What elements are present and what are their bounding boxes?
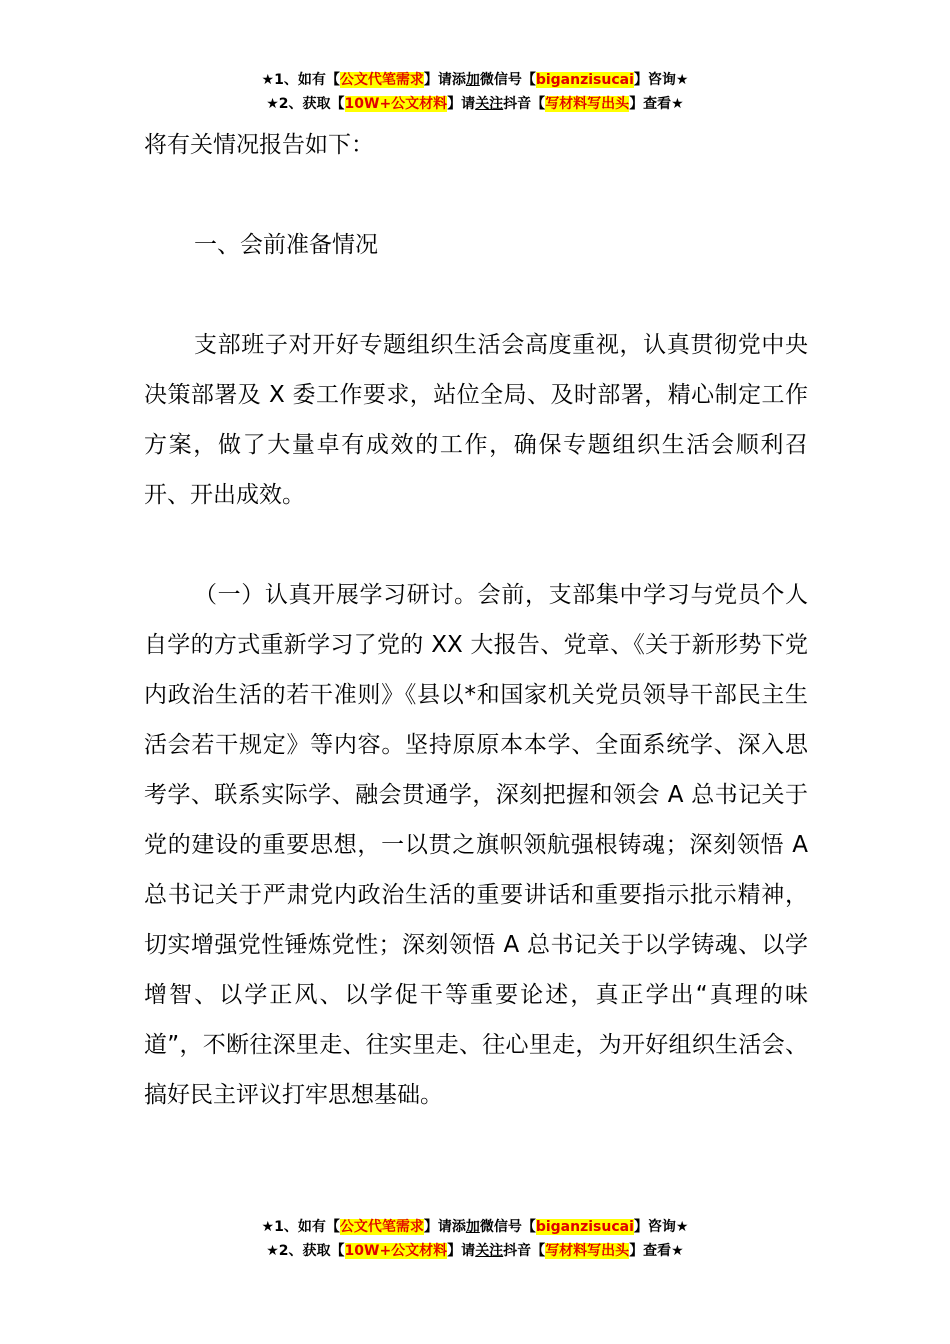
footer-banner xyxy=(0,1215,950,1263)
banner-text: 】请 xyxy=(447,96,476,112)
banner-text: 微信号【 xyxy=(479,72,536,88)
banner-douyin-id: 写材料写出头 xyxy=(545,1243,630,1259)
banner-line-2 xyxy=(0,92,950,116)
banner-text: 】请 xyxy=(447,1243,476,1259)
banner-line-1 xyxy=(0,68,950,92)
banner-text: 】查看★ xyxy=(629,96,684,112)
section-heading: 一、会前准备情况 xyxy=(194,232,378,258)
banner-text: 抖音【 xyxy=(503,96,546,112)
banner-text: 抖音【 xyxy=(503,1243,546,1259)
banner-underlined-text: 加 xyxy=(465,1219,480,1235)
banner-highlight: 公文代笔需求 xyxy=(339,1219,424,1235)
banner-line-1 xyxy=(0,1215,950,1239)
banner-highlight: 10W+公文材料 xyxy=(344,96,448,112)
banner-text: 】请添 xyxy=(423,72,466,88)
banner-text: 】查看★ xyxy=(629,1243,684,1259)
banner-highlight: 公文代笔需求 xyxy=(339,72,424,88)
banner-wechat-id: biganzisucai xyxy=(535,72,634,88)
banner-underlined-text: 关注 xyxy=(475,1243,504,1259)
body-paragraph: 支部班子对开好专题组织生活会高度重视，认真贯彻党中央决策部署及 X 委工作要求，站位全局、及时部署，精心制定工作方案，做了大量卓有成效的工作，确保专题组织生活会顺利召开、开出成效。 xyxy=(144,332,808,508)
banner-text: ★1、如有【 xyxy=(261,72,340,88)
body-paragraph: （一）认真开展学习研讨。会前，支部集中学习与党员个人自学的方式重新学习了党的 XX 大报告、党章、《关于新形势下党内政治生活的若干准则》《县以*和国家机关党员领导干部民主生活会若干规定》等内容。坚持原原本本学、全面系统学、深入思考学、联系实际学、融会贯通学，深刻把握和领会 A 总书记关于党的建设的重要思想，一以贯之旗帜领航强根铸魂；深刻领悟 A 总书记关于严肃党内政治生活的重要讲话和重要指示批示精神，切实增强党性锤炼党性；深刻领悟 A 总书记关于以学铸魂、以学增智、以学正风、以学促干等重要论述，真正学出“真理的味道”，不断往深里走、往实里走、往心里走，为开好组织生活会、搞好民主评议打牢思想基础。 xyxy=(144,582,808,1108)
banner-text: ★2、获取【 xyxy=(266,1243,345,1259)
banner-text: 】请添 xyxy=(423,1219,466,1235)
banner-text: ★2、获取【 xyxy=(266,96,345,112)
banner-highlight: 10W+公文材料 xyxy=(344,1243,448,1259)
banner-douyin-id: 写材料写出头 xyxy=(545,96,630,112)
banner-line-2 xyxy=(0,1239,950,1263)
banner-underlined-text: 加 xyxy=(465,72,480,88)
header-banner xyxy=(0,68,950,116)
banner-text: 】咨询★ xyxy=(633,1219,689,1235)
banner-text: 微信号【 xyxy=(479,1219,536,1235)
banner-text: ★1、如有【 xyxy=(261,1219,340,1235)
banner-underlined-text: 关注 xyxy=(475,96,504,112)
intro-paragraph: 将有关情况报告如下： xyxy=(144,132,374,158)
banner-text: 】咨询★ xyxy=(633,72,689,88)
banner-wechat-id: biganzisucai xyxy=(535,1219,634,1235)
